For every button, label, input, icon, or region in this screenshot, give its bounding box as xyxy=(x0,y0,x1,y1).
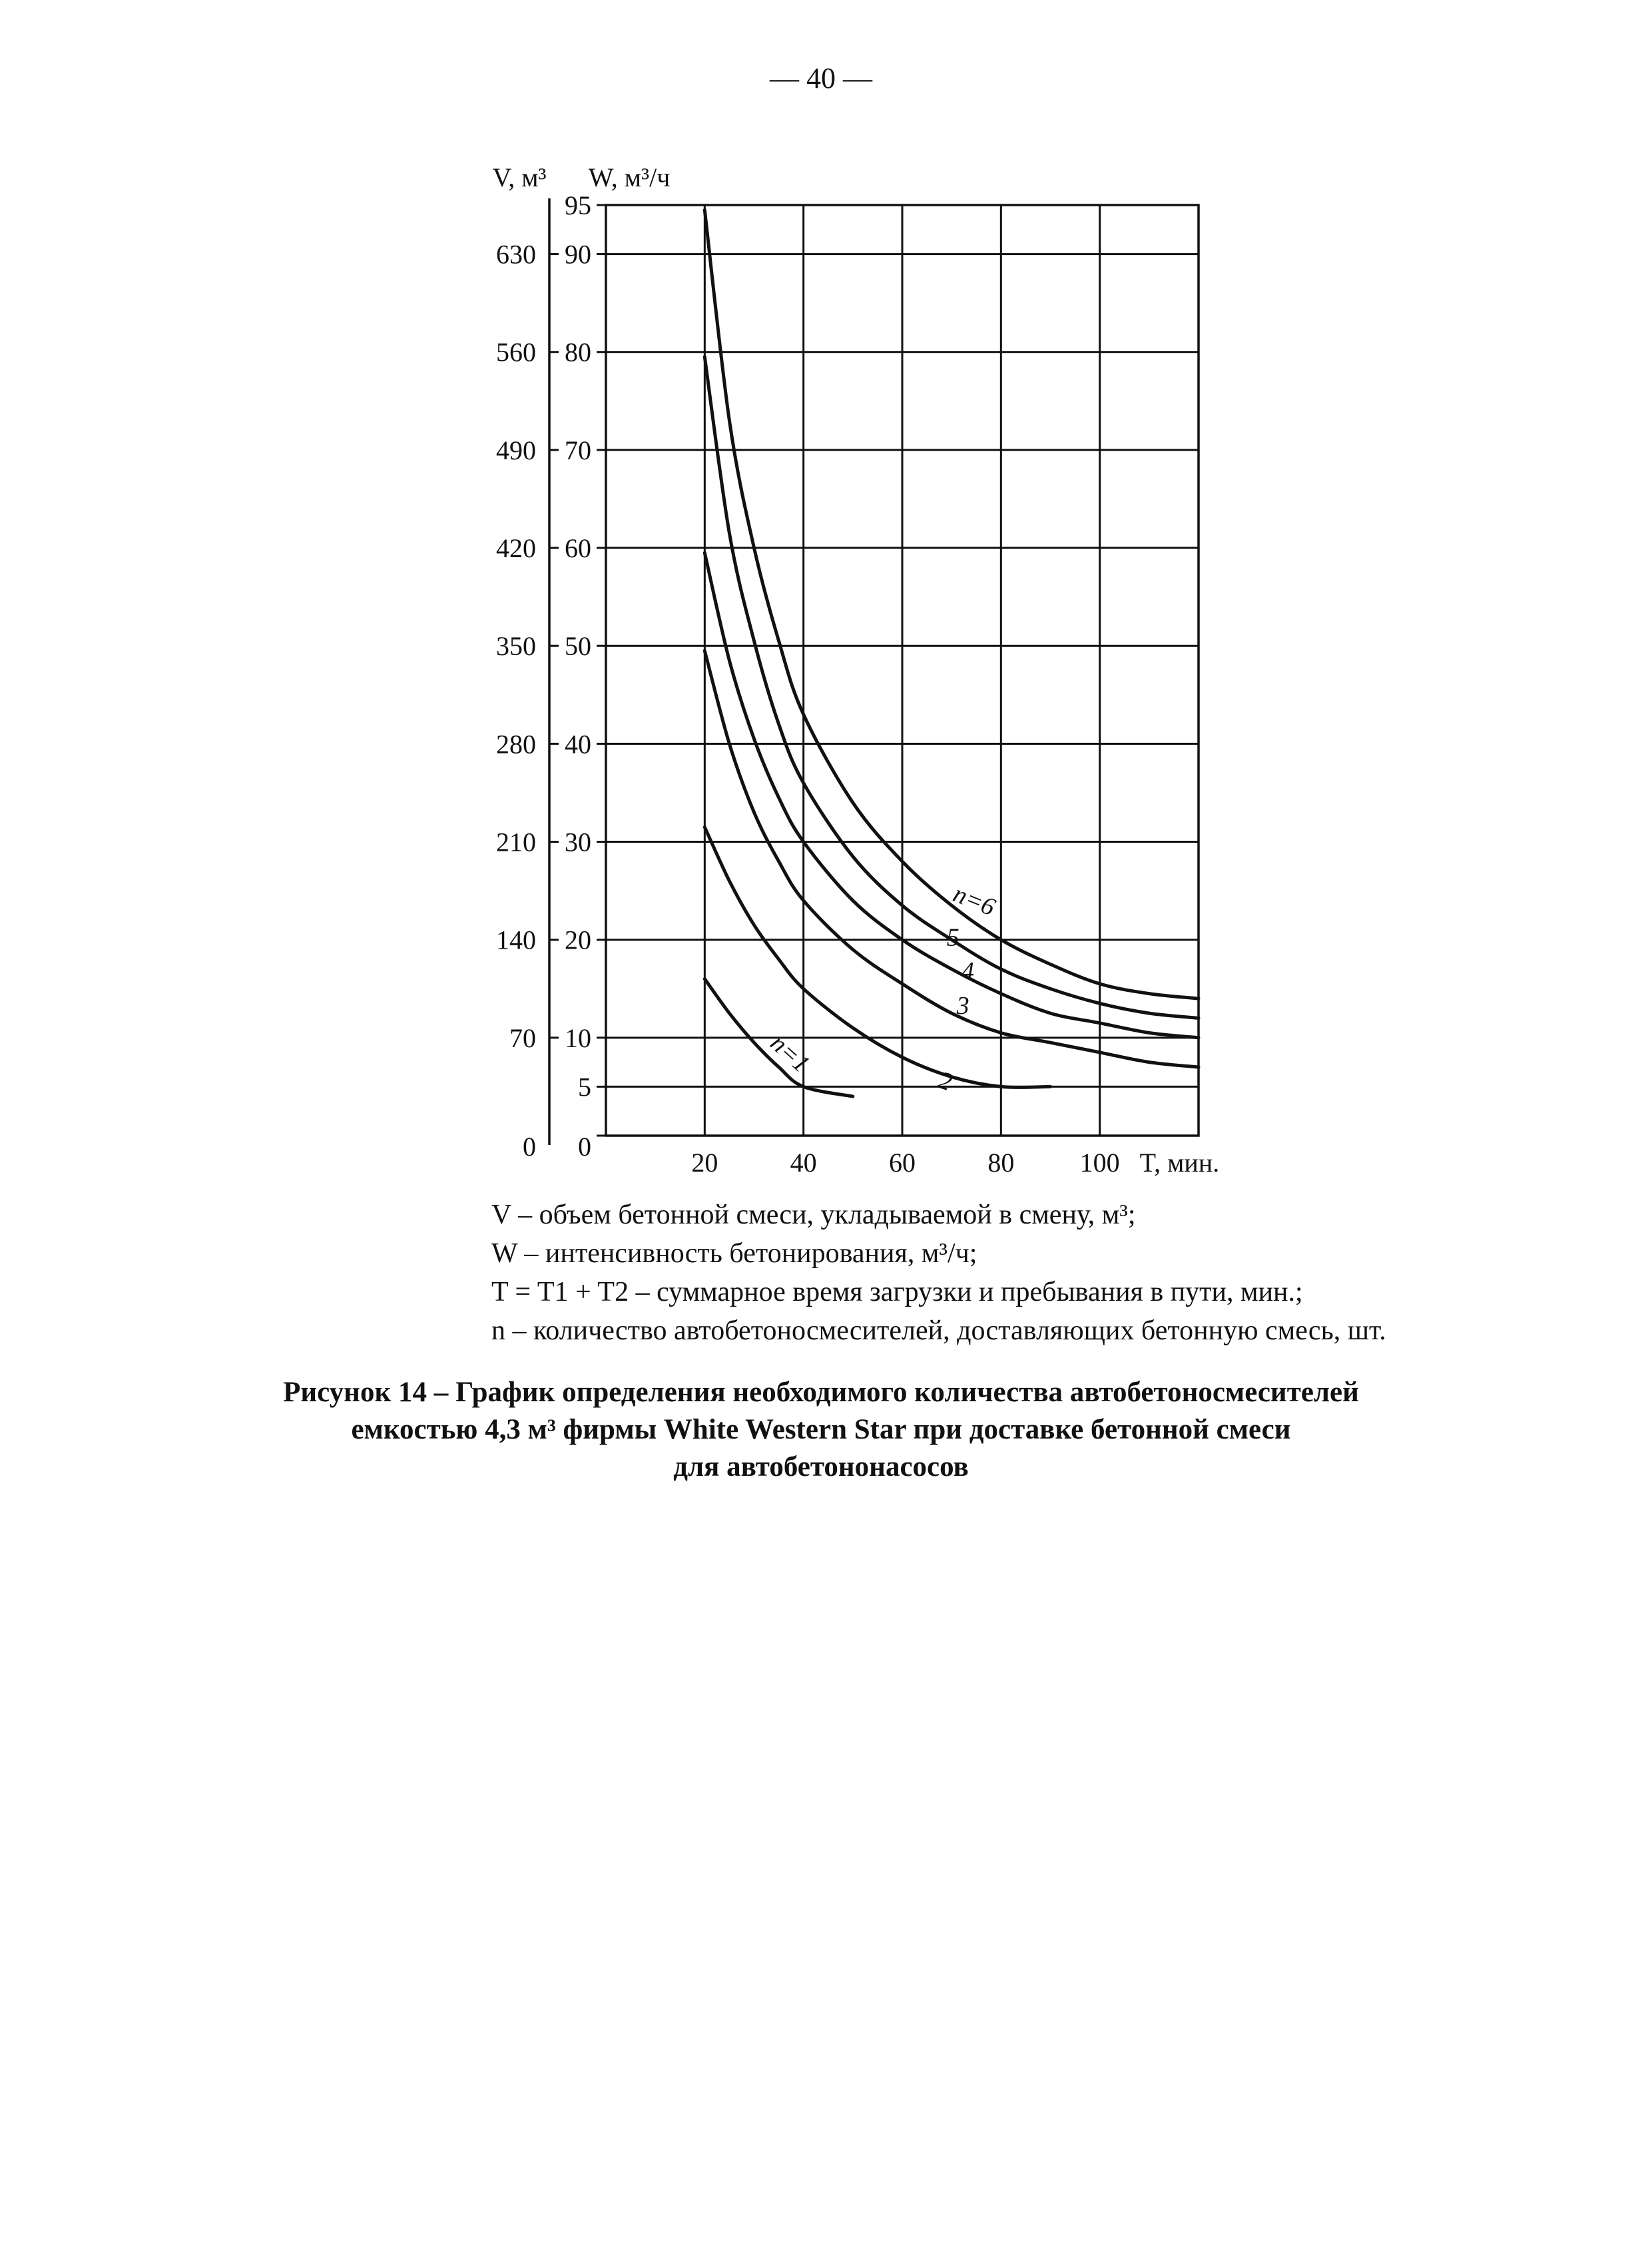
v-tick-label: 490 xyxy=(496,435,536,465)
series-label-2: 2 xyxy=(935,1066,956,1097)
w-tick-label: 5 xyxy=(578,1072,591,1102)
w-tick-label: 40 xyxy=(565,729,591,760)
w-axis-label: W, м³/ч xyxy=(588,162,671,192)
grid xyxy=(606,205,1199,1136)
w-tick-label: 90 xyxy=(565,239,591,270)
x-tick-label: 80 xyxy=(987,1148,1015,1178)
legend xyxy=(491,1196,1386,1350)
series-label-n1: n=1 xyxy=(764,1028,816,1078)
series-line-4 xyxy=(704,553,1199,1037)
x-tick-label: 60 xyxy=(889,1148,916,1178)
figure-caption xyxy=(0,1374,1642,1486)
legend-line-n: n – количество автобетоносмесителей, доставляющих бетонную смесь, шт. xyxy=(491,1315,1386,1346)
w-tick-label: 0 xyxy=(578,1132,591,1162)
w-tick-label: 70 xyxy=(565,435,591,465)
caption-line-3: для автобетононасосов xyxy=(673,1451,969,1482)
series-line-2 xyxy=(704,827,1050,1088)
w-tick-label: 95 xyxy=(565,190,591,220)
series-line-3 xyxy=(704,651,1199,1067)
x-tick-label: 40 xyxy=(790,1148,817,1178)
series-line-5 xyxy=(704,357,1199,1018)
v-tick-label: 140 xyxy=(496,925,536,955)
legend-line-t: T = T1 + T2 – суммарное время загрузки и пребывания в пути, мин.; xyxy=(491,1277,1303,1307)
v-tick-label: 630 xyxy=(496,239,536,270)
series-label-n6: n=6 xyxy=(949,879,999,922)
series-line-n6 xyxy=(704,210,1199,999)
v-tick-label: 70 xyxy=(509,1022,536,1053)
w-tick-label: 60 xyxy=(565,533,591,564)
v-tick-label: 210 xyxy=(496,827,536,857)
w-tick-label: 30 xyxy=(565,827,591,857)
series-label-3: 3 xyxy=(956,991,969,1020)
caption-line-2: емкостью 4,3 м³ фирмы White Western Star при доставке бетонной смеси xyxy=(351,1414,1291,1445)
w-tick-label: 10 xyxy=(565,1022,591,1053)
legend-line-w: W – интенсивность бетонирования, м³/ч; xyxy=(491,1238,977,1269)
v-tick-label: 0 xyxy=(523,1132,536,1162)
v-tick-label: 280 xyxy=(496,729,536,760)
w-tick-label: 80 xyxy=(565,337,591,367)
w-tick-label: 20 xyxy=(565,925,591,955)
page-number: — 40 — xyxy=(770,62,872,95)
x-tick-label: 20 xyxy=(691,1148,718,1178)
v-axis-label: V, м³ xyxy=(492,162,547,192)
w-tick-label: 50 xyxy=(565,631,591,662)
series-label-5: 5 xyxy=(946,923,959,952)
x-tick-label: 100 xyxy=(1079,1148,1120,1178)
caption-line-1: Рисунок 14 – График определения необходимого количества автобетоносмесителей xyxy=(283,1377,1359,1408)
x-axis-label: T, мин. xyxy=(1139,1148,1220,1178)
v-tick-label: 420 xyxy=(496,533,536,564)
legend-line-v: V – объем бетонной смеси, укладываемой в смену, м³; xyxy=(491,1200,1136,1230)
series-label-4: 4 xyxy=(961,957,974,986)
v-tick-label: 560 xyxy=(496,337,536,367)
series xyxy=(704,210,1199,1096)
v-tick-label: 350 xyxy=(496,631,536,662)
